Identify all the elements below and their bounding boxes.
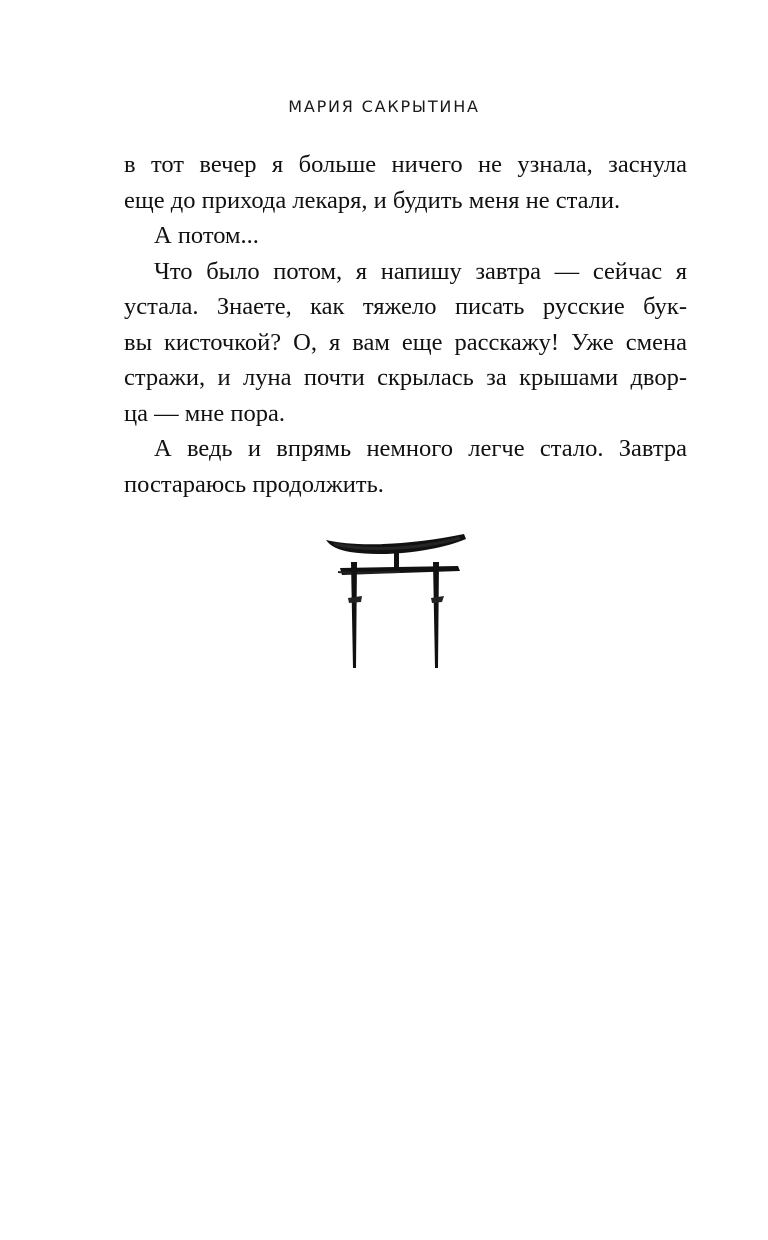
text-line: А ведь и впрямь немного легче стало. Завтра	[154, 435, 687, 462]
text-line: А потом...	[154, 222, 259, 249]
text-line: устала. Знаете, как тяжело писать русские бук-	[124, 293, 687, 320]
text-line: Что было потом, я напишу завтра — сейчас я	[154, 257, 687, 285]
body-text	[124, 147, 687, 502]
running-head: МАРИЯ САКРЫТИНА	[288, 97, 480, 116]
text-line: в тот вечер я больше ничего не узнала, заснула	[124, 151, 687, 178]
text-line: стражи, и луна почти скрылась за крышами двор-	[124, 364, 687, 391]
text-line: еще до прихода лекаря, и будить меня не стали.	[124, 186, 621, 214]
torii-gate-icon	[320, 522, 470, 672]
text-line: постараюсь продолжить.	[124, 470, 384, 498]
text-line: вы кисточкой? О, я вам еще расскажу! Уже смена	[124, 328, 687, 356]
text-line: ца — мне пора.	[124, 399, 285, 427]
